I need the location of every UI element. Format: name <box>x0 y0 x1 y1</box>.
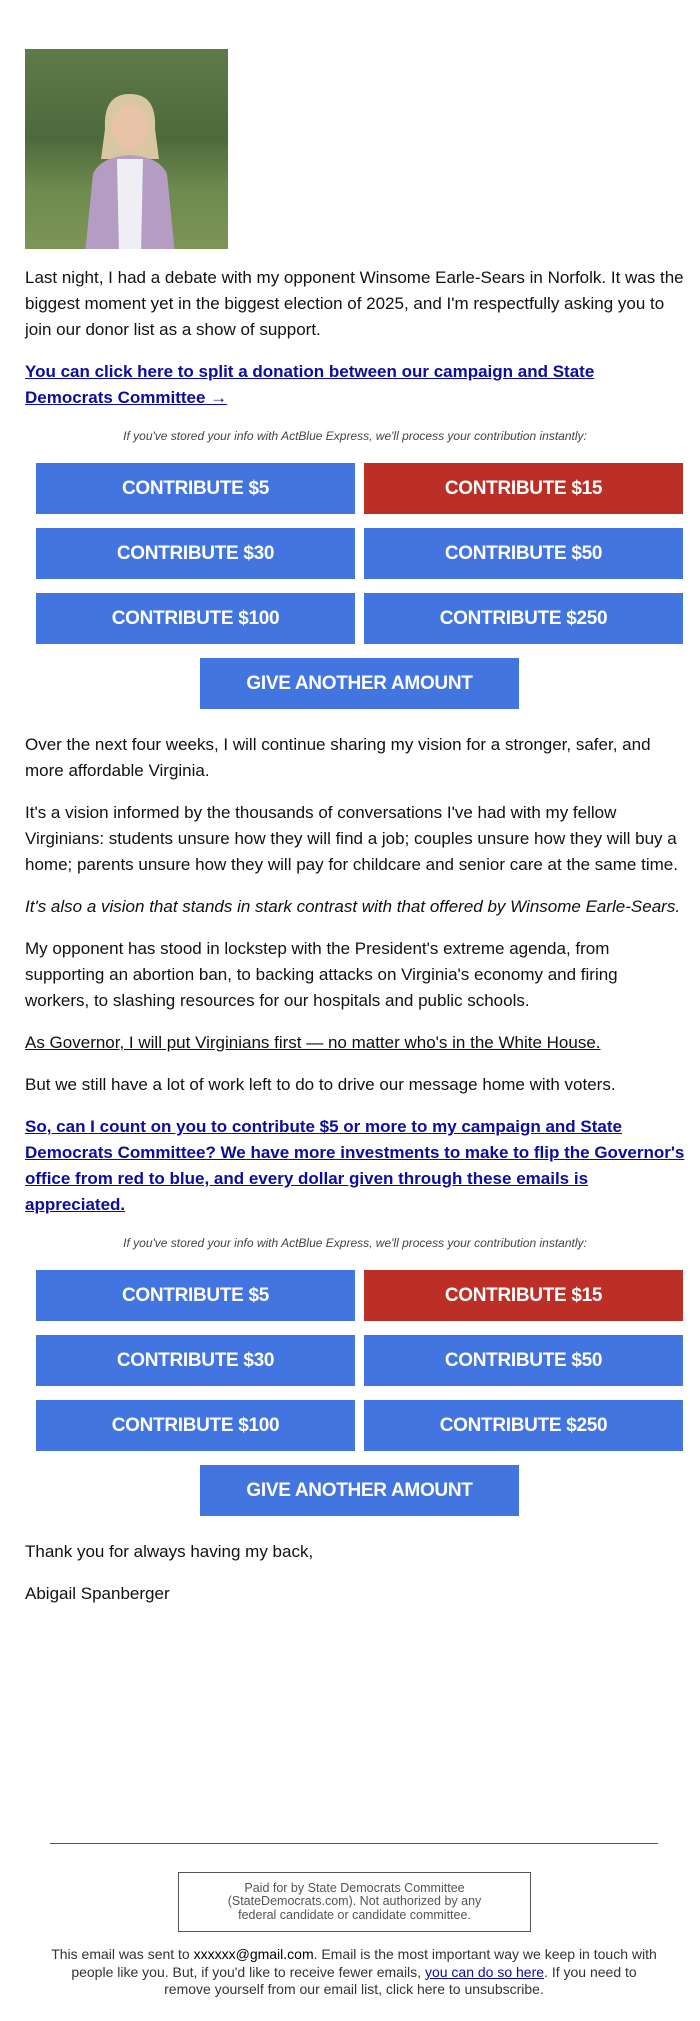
body-paragraph: My opponent has stood in lockstep with the President's extreme agenda, from supporting an abortion ban, to backing attacks on Virginia's economy and firing workers, to slashing resources for our hospitals and public schools. <box>25 939 618 1010</box>
body-paragraph: Over the next four weeks, I will continue sharing my vision for a stronger, safer, and more affordable Virginia. <box>25 735 651 780</box>
recipient-email: xxxxxx@gmail.com <box>193 1946 314 1962</box>
contribute-250-button[interactable]: CONTRIBUTE $250 <box>364 1400 683 1451</box>
contribute-50-button[interactable]: CONTRIBUTE $50 <box>364 1335 683 1386</box>
contribute-ask-link[interactable]: So, can I count on you to contribute $5 or more to my campaign and State Democrats Committee? We have more investments to make to flip the Governor's office from red to blue, and every dollar given through these emails is appreciated. <box>25 1117 685 1214</box>
give-another-amount-button[interactable]: GIVE ANOTHER AMOUNT <box>200 1465 519 1516</box>
signature: Abigail Spanberger <box>25 1584 170 1603</box>
give-another-amount-button[interactable]: GIVE ANOTHER AMOUNT <box>200 658 519 709</box>
contribute-15-button[interactable]: CONTRIBUTE $15 <box>364 1270 683 1321</box>
footer-text <box>50 1946 658 1999</box>
paid-for-disclaimer <box>178 1872 531 1932</box>
contribute-15-button[interactable]: CONTRIBUTE $15 <box>364 463 683 514</box>
footer-sent-mid: . Email is the most important way we keep in touch with people like you. But, if you'd like to receive fewer emails, <box>71 1946 657 1980</box>
disclaimer-text: Paid for by State Democrats Committee (StateDemocrats.com). Not authorized by any federal candidate or candidate committee. <box>227 1880 482 1922</box>
contribute-30-button[interactable]: CONTRIBUTE $30 <box>36 528 355 579</box>
actblue-express-note: If you've stored your info with ActBlue Express, we'll process your contribution instantly: <box>123 429 587 443</box>
footer-sent-prefix: This email was sent to <box>51 1946 194 1962</box>
footer-divider <box>50 1843 658 1844</box>
contribute-30-button[interactable]: CONTRIBUTE $30 <box>36 1335 355 1386</box>
closing-line: Thank you for always having my back, <box>25 1542 314 1561</box>
donation-buttons-1 <box>36 463 685 644</box>
body-paragraph: But we still have a lot of work left to do to drive our message home with voters. <box>25 1075 616 1094</box>
body-paragraph-underlined: As Governor, I will put Virginians first — no matter who's in the White House. <box>25 1033 601 1052</box>
candidate-photo <box>25 49 228 249</box>
unsubscribe-text[interactable]: . If you need to remove yourself from our email list, click here to unsubscribe. <box>164 1963 637 1997</box>
contribute-50-button[interactable]: CONTRIBUTE $50 <box>364 528 683 579</box>
split-donation-link[interactable]: You can click here to split a donation between our campaign and State Democrats Committee → <box>25 362 595 407</box>
body-paragraph-italic: It's also a vision that stands in stark contrast with that offered by Winsome Earle-Sears. <box>25 897 681 916</box>
contribute-5-button[interactable]: CONTRIBUTE $5 <box>36 463 355 514</box>
email-body <box>25 49 685 1623</box>
contribute-100-button[interactable]: CONTRIBUTE $100 <box>36 593 355 644</box>
contribute-100-button[interactable]: CONTRIBUTE $100 <box>36 1400 355 1451</box>
donation-buttons-2 <box>36 1270 685 1451</box>
contribute-5-button[interactable]: CONTRIBUTE $5 <box>36 1270 355 1321</box>
contribute-250-button[interactable]: CONTRIBUTE $250 <box>364 593 683 644</box>
actblue-express-note: If you've stored your info with ActBlue Express, we'll process your contribution instantly: <box>123 1236 587 1250</box>
intro-paragraph: Last night, I had a debate with my opponent Winsome Earle-Sears in Norfolk. It was the biggest moment yet in the biggest election of 2025, and I'm respectfully asking you to join our donor list as a show of support. <box>25 268 684 339</box>
fewer-emails-link[interactable]: you can do so here <box>424 1963 545 1980</box>
body-paragraph: It's a vision informed by the thousands of conversations I've had with my fellow Virginians: students unsure how they will find a job; couples unsure how they will buy a home; parents unsure how they will pay for childcare and senior care at the same time. <box>25 803 678 874</box>
candidate-figure <box>75 89 185 249</box>
